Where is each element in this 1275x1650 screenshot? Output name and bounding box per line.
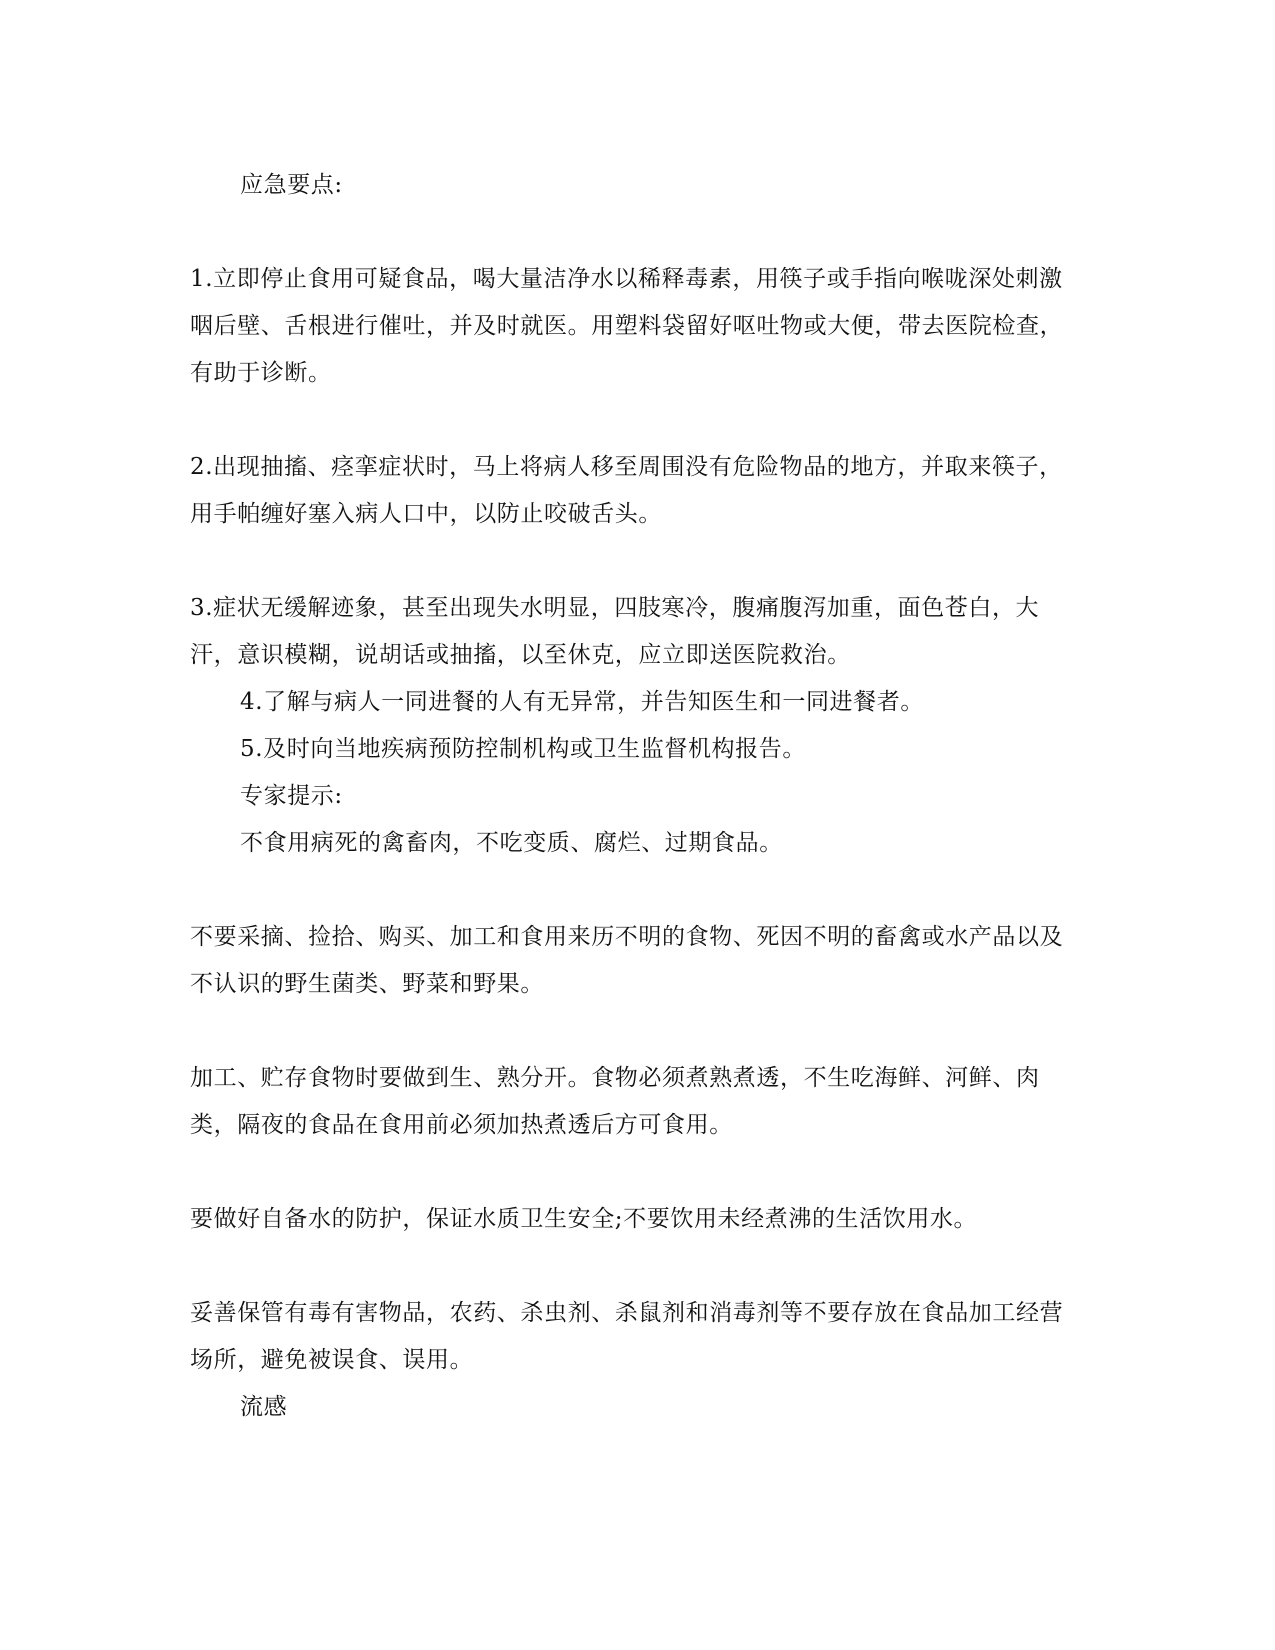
paragraph-tip-5: 妥善保管有毒有害物品，农药、杀虫剂、杀鼠剂和消毒剂等不要存放在食品加工经营场所，避免被误食、误用。 xyxy=(190,1300,1064,1373)
paragraph-tip-1: 不食用病死的禽畜肉，不吃变质、腐烂、过期食品。 xyxy=(240,830,783,856)
paragraph-step-3: 3.症状无缓解迹象，甚至出现失水明显，四肢寒冷，腹痛腹泻加重，面色苍白，大汗，意识模糊，说胡话或抽搐，以至休克，应立即送医院救治。 xyxy=(190,595,1040,668)
paragraph-step-2: 2.出现抽搐、痉挛症状时，马上将病人移至周围没有危险物品的地方，并取来筷子，用手帕缠好塞入病人口中，以防止咬破舌头。 xyxy=(190,454,1063,527)
document-body xyxy=(190,162,1070,1431)
heading-emergency-points: 应急要点: xyxy=(240,172,343,198)
heading-expert-tips: 专家提示: xyxy=(240,783,343,809)
paragraph-step-4: 4.了解与病人一同进餐的人有无异常，并告知医生和一同进餐者。 xyxy=(240,689,924,715)
paragraph-tip-2: 不要采摘、捡拾、购买、加工和食用来历不明的食物、死因不明的畜禽或水产品以及不认识的野生菌类、野菜和野果。 xyxy=(190,924,1064,997)
paragraph-step-5: 5.及时向当地疾病预防控制机构或卫生监督机构报告。 xyxy=(240,736,806,762)
paragraph-tip-4: 要做好自备水的防护，保证水质卫生安全;不要饮用未经煮沸的生活饮用水。 xyxy=(190,1206,978,1232)
heading-influenza: 流感 xyxy=(240,1394,288,1420)
paragraph-step-1: 1.立即停止食用可疑食品，喝大量洁净水以稀释毒素，用筷子或手指向喉咙深处刺激咽后壁、舌根进行催吐，并及时就医。用塑料袋留好呕吐物或大便，带去医院检查，有助于诊断。 xyxy=(190,266,1064,386)
paragraph-tip-3: 加工、贮存食物时要做到生、熟分开。食物必须煮熟煮透，不生吃海鲜、河鲜、肉类，隔夜的食品在食用前必须加热煮透后方可食用。 xyxy=(190,1065,1040,1138)
